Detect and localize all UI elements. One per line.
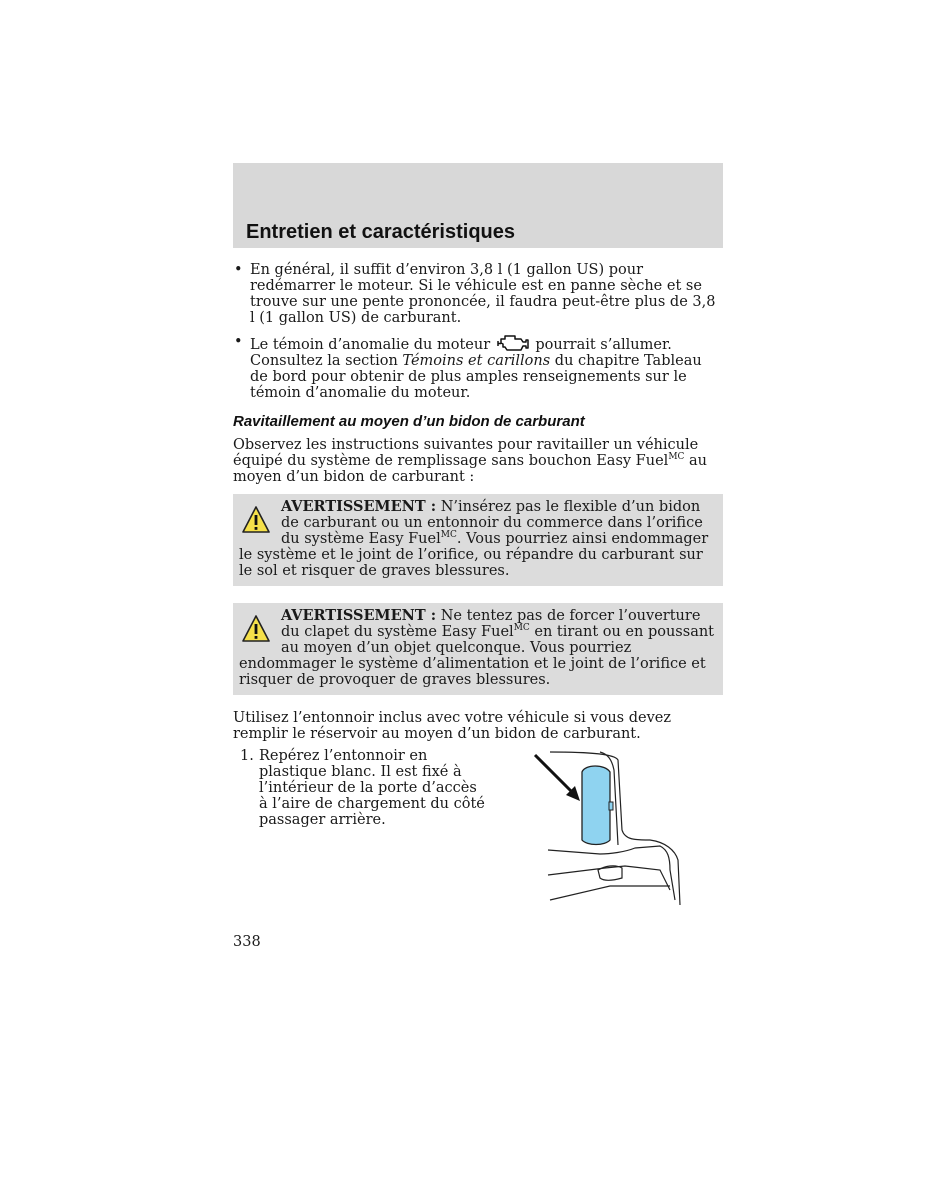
section-heading: Ravitaillement au moyen d’un bidon de carburant — [233, 413, 585, 430]
bullet-item — [233, 334, 723, 401]
intro-post: au moyen d’un bidon de carburant : — [233, 453, 708, 485]
warning-pre: N’insérez pas le flexible d’un bidon de carburant ou un entonnoir du commerce dans l’orifice du système Easy Fuel — [281, 499, 703, 547]
warning-text — [239, 608, 717, 688]
section-title: Entretien et caractéristiques — [246, 221, 515, 243]
step-text: Repérez l’entonnoir en plastique blanc. Il est fixé à l’intérieur de la porte d’accès à l’aire de chargement du côté passager arrière. — [259, 748, 485, 828]
warning-sup: MC — [440, 530, 457, 540]
engine-warning-icon — [495, 334, 531, 352]
warning-triangle-icon — [241, 505, 271, 535]
page-number: 338 — [233, 934, 261, 950]
intro-pre: Observez les instructions suivantes pour ravitailler un véhicule équipé du système de remplissage sans bouchon Easy Fuel — [233, 437, 699, 469]
warning-triangle-icon — [241, 614, 271, 644]
warning-post: en tirant ou en poussant au moyen d’un objet quelconque. Vous pourriez endommager le système d’alimentation et le joint de l’orifice et risquer de provoquer de graves blessures. — [239, 624, 714, 688]
step-item — [240, 748, 485, 828]
warning-label: AVERTISSEMENT : — [281, 498, 437, 515]
warning-pre: Ne tentez pas de forcer l’ouverture du clapet du système Easy Fuel — [281, 608, 701, 640]
bullet-text-pre: Le témoin d’anomalie du moteur — [250, 337, 491, 353]
bullet-text-end: du chapitre Tableau de bord pour obtenir de plus amples renseignements sur le témoin d’anomalie du moteur. — [250, 353, 702, 401]
bullet-list — [233, 262, 723, 409]
bullet-item — [233, 262, 723, 326]
step-number: 1. — [240, 748, 254, 764]
bullet-text-italic: Témoins et carillons — [402, 353, 551, 369]
section-header-band — [233, 163, 723, 248]
warning-post: . Vous pourriez ainsi endommager le système et le joint de l’orifice, ou répandre du carburant sur le sol et risquer de graves blessures. — [239, 531, 709, 579]
bullet-dot: • — [234, 262, 243, 278]
bullet-dot: • — [234, 334, 243, 350]
warning-box — [233, 494, 723, 586]
funnel-paragraph: Utilisez l’entonnoir inclus avec votre véhicule si vous devez remplir le réservoir au moyen d’un bidon de carburant. — [233, 710, 671, 742]
warning-sup: MC — [513, 623, 530, 633]
warning-box — [233, 603, 723, 695]
bullet-text: En général, il suffit d’environ 3,8 l (1 gallon US) pour redémarrer le moteur. Si le véhicule est en panne sèche et se trouve sur une pente prononcée, il faudra peut-être plus de 3,8 l (1 gallon US) de carburant. — [250, 262, 716, 326]
warning-label: AVERTISSEMENT : — [281, 607, 437, 624]
intro-paragraph — [233, 437, 723, 485]
warning-text — [239, 499, 717, 579]
bullet-text-post: pourrait s’allumer. Consultez la section — [250, 337, 672, 369]
intro-sup: MC — [668, 452, 685, 462]
funnel-location-illustration — [530, 750, 690, 905]
